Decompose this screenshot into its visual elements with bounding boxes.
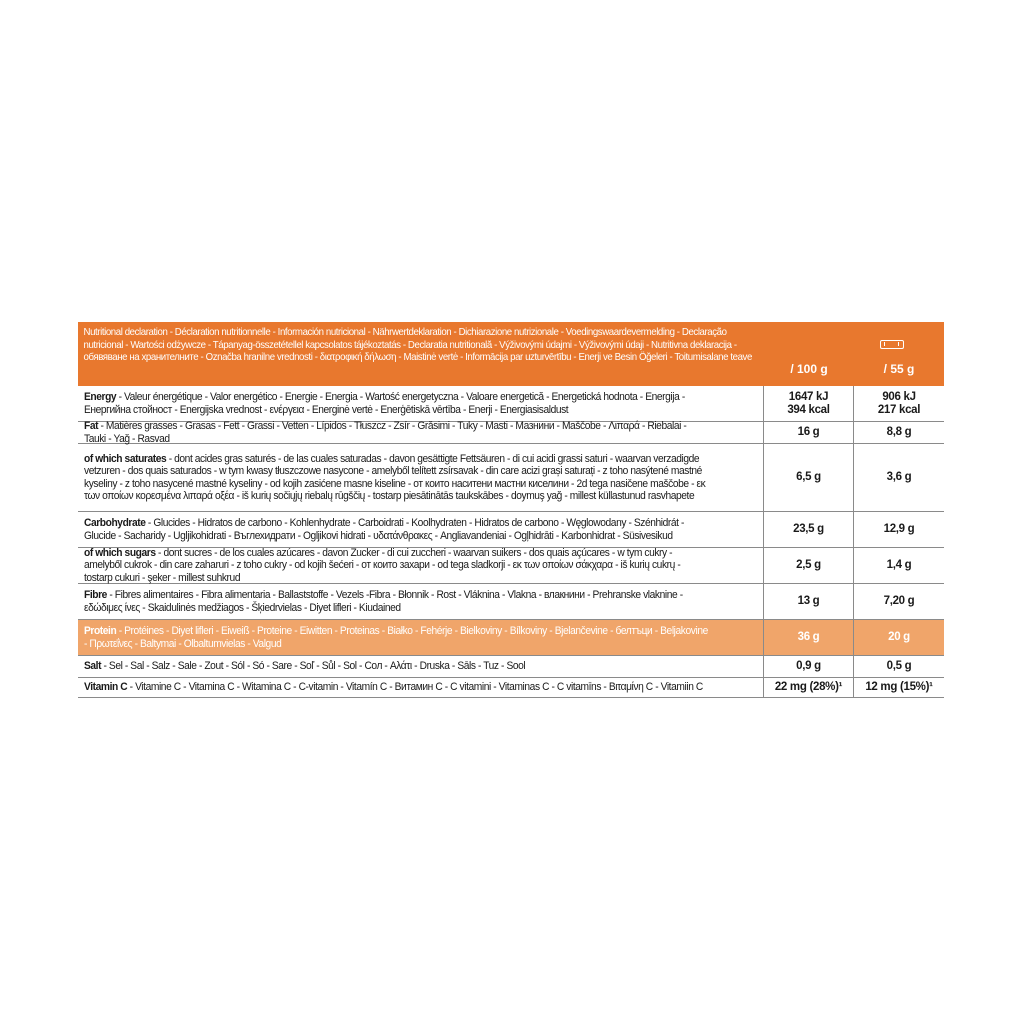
- value-per-100g: 1647 kJ 394 kcal: [764, 386, 854, 421]
- value-per-bar: 12,9 g: [883, 523, 915, 535]
- nutrient-name: Energy: [84, 391, 117, 403]
- nutrient-name: of which saturates: [84, 452, 167, 465]
- value-per-100g: 6,5 g: [764, 444, 854, 511]
- value-per-bar: 20 g: [888, 631, 910, 643]
- nutrient-translations: - dont sucres - de los cuales azúcares - davon Zucker - di cui zuccheri - waarvan suikers - dos quais açúcares - w tym cukry - amelyből cukrok - din care zaharuri - z toho cukry - od kojih šećeri - от които захари - od tega sladkorji - εκ των οποίων σάκχαρα - iš kurių cukrų - tostarp cukuri - şeker - millest suhkrud: [84, 546, 681, 584]
- value-per-bar: 3,6 g: [886, 471, 912, 483]
- table-row-vitamin-c: [78, 678, 944, 698]
- table-row-protein: [78, 620, 944, 656]
- value-per-bar: 8,8 g: [886, 426, 912, 438]
- table-row-fibre: [78, 584, 944, 620]
- per-100g-label: / 100 g: [790, 362, 828, 376]
- table-row-saturates: [78, 444, 944, 512]
- nutrient-name: Protein: [84, 625, 117, 637]
- table-row-carbohydrate: [78, 512, 944, 548]
- per-100g-column-header: [764, 322, 854, 386]
- value-per-bar: 0,5 g: [886, 660, 912, 672]
- nutrient-translations: - Vitamine C - Vitamina C - Witamina C - C-vitamin - Vitamín C - Витамин C - C vitamini - Vitaminas C - C vitamīns - Βιταμίνη C - Vitamiin C: [127, 681, 703, 694]
- declaration-text: Nutritional declaration - Déclaration nutritionnelle - Información nutricional - Nährwertdeklaration - Dichiarazione nutrizionale - Voedingswaardevermelding - Declaração nutricional - Wartości odżywcze - Tápanyag-összetétellel kapcsolatos tájékoztatás - Declaratia nutritională - Výživovými údajmi - Výživovými údaji - Nutritivna deklaracija - обявяване на хранителните - Označba hranilne vrednosti - διατροφική δήλωση - Maistinė vertė - Informācija par uzturvērtību - Enerji ve Besin Öğeleri - Toitumisalane teave: [83, 326, 752, 364]
- energy-bar-icon: [880, 340, 904, 349]
- table-row-energy: [78, 386, 944, 422]
- per-bar-label: / 55 g: [883, 362, 915, 376]
- nutrient-name: Carbohydrate: [84, 517, 146, 529]
- value-per-100g: 23,5 g: [764, 512, 854, 547]
- table-header: [78, 322, 944, 386]
- value-per-100g: 22 mg (28%)¹: [764, 678, 854, 697]
- nutrient-name: of which sugars: [84, 546, 156, 559]
- nutrient-name: Vitamin C: [84, 681, 128, 694]
- value-per-100g: 13 g: [764, 584, 854, 619]
- nutrient-translations: - Glucides - Hidratos de carbono - Kohlenhydrate - Carboidrati - Koolhydraten - Hidratos de carbono - Węglowodany - Szénhidrát - Glucide - Sacharidy - Ugljikohidrati - Въглехидрати - Ogljikovi hidrati - υδατάνθρακες - Angliavandeniai - Ogļhidrāti - Karbonhidrat - Süsivesikud: [84, 517, 685, 542]
- value-per-100g: 2,5 g: [764, 548, 854, 583]
- nutrient-translations: - Valeur énergétique - Valor energético - Energie - Energia - Wartość energetyczna - Valoare energetică - Energetická hodnota - Energija - Енергийна стойност - Energijska vrednost - ενέργεια - Energinė vertė - Enerģētiskā vērtība - Enerji - Energiasisaldust: [84, 391, 685, 416]
- nutrient-translations: - Sel - Sal - Salz - Sale - Zout - Sól - Só - Sare - Soľ - Sůl - Sol - Сол - Αλάτι - Druska - Sāls - Tuz - Sool: [101, 660, 526, 673]
- nutrition-table: [78, 322, 944, 698]
- nutrient-translations: - Matières grasses - Grasas - Fett - Grassi - Vetten - Lípidos - Tłuszcz - Zsír - Grăsimi - Tuky - Masti - Мазнини - Maščobe - Λιπαρά - Riebalai - Tauki - Yağ - Rasvad: [84, 420, 687, 445]
- nutrient-translations: - dont acides gras saturés - de las cuales saturadas - davon gesättigte Fettsäuren - di cui acidi grassi saturi - waarvan verzadigde vetzuren - dos quais saturados - w tym kwasy tłuszczowe nasycone - amelyből telített zsírsavak - din care acizi grași saturați - z toho nasýtené mastné kyseliny - z toho nasycené mastné kyseliny - od kojih zasićene masne kiseline - от които наситени мастни киселини - 2d tega nasičene maščobe - εκ των οποίων κορεσμένα λιπαρά οξέα - iš kurių sočiųjų riebalų rūgščių - tostarp piesātinātās taukskābes - doymuş yağ - millest küllastunud rasvhapete: [84, 452, 706, 502]
- table-row-fat: [78, 422, 944, 444]
- value-per-100g: 36 g: [764, 620, 854, 655]
- nutrient-name: Fat: [84, 420, 99, 432]
- value-per-100g: 0,9 g: [764, 656, 854, 677]
- nutrient-translations: - Fibres alimentaires - Fibra alimentaria - Ballaststoffe - Vezels -Fibra - Błonnik - Rost - Vláknina - Vlakna - влакнини - Prehranske vlaknine - εδώδιμες ίνες - Skaidulinės medžiagos - Šķiedrvielas - Diyet lifleri - Kiudained: [84, 589, 683, 614]
- value-per-bar: 1,4 g: [886, 559, 912, 571]
- table-row-sugars: [78, 548, 944, 584]
- value-per-bar: 12 mg (15%)¹: [865, 681, 933, 693]
- value-per-bar: 906 kJ 217 kcal: [877, 390, 921, 416]
- table-row-salt: [78, 656, 944, 678]
- value-per-bar: 7,20 g: [883, 595, 915, 607]
- value-per-100g: 16 g: [764, 422, 854, 443]
- nutrient-name: Fibre: [84, 589, 107, 601]
- nutrient-translations: - Protéines - Diyet lifleri - Eiweiß - Proteine - Eiwitten - Proteinas - Białko - Fehérje - Bielkoviny - Bílkoviny - Bjelančevine - белтъци - Beljakovine - Πρωτεΐνες - Baltymai - Olbaltumvielas - Valgud: [84, 625, 708, 650]
- per-bar-column-header: [854, 322, 944, 386]
- nutrient-name: Salt: [84, 660, 102, 673]
